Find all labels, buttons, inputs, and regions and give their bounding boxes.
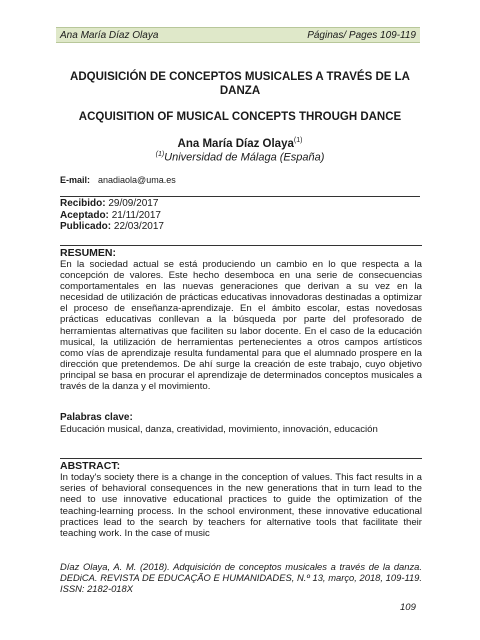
affiliation: Universidad de Málaga (España) (164, 151, 325, 164)
accepted-row (60, 210, 420, 222)
resumen-section (60, 245, 422, 392)
received-row (60, 198, 420, 210)
keywords-section (60, 412, 422, 435)
resumen-heading: RESUMEN: (60, 247, 117, 259)
abstract-section (60, 458, 422, 539)
citation: Díaz Olaya, A. M. (2018). Adquisición de conceptos musicales a través de la danza. DEDiCA. REVISTA DE EDUCAÇÃO E HUMANIDADES, N.º 13, março, 2018, 109-119. ISSN: 2182-018X (60, 561, 422, 594)
author-superscript: (1) (293, 137, 303, 144)
affiliation-superscript: (1) (155, 151, 165, 158)
accepted-label: Aceptado: (60, 209, 109, 221)
published-row (60, 221, 420, 233)
published-date: 22/03/2017 (113, 221, 164, 232)
published-label: Publicado: (60, 221, 112, 232)
author-line (56, 137, 424, 150)
running-header (56, 27, 420, 43)
abstract-text: In today's society there is a change in the conception of values. This fact results in a series of behavioral consequences in the new generations that in turn lead to the need to use innovative educational practices to guide the optimization of the teaching-learning process. In the school environment, these innovative educational practices lead to the search by teachers for alternative tools that facilitate their teaching work. In the case of music (60, 472, 422, 540)
header-pages: Páginas/ Pages 109-119 (307, 29, 416, 41)
title-english: ACQUISITION OF MUSICAL CONCEPTS THROUGH DANCE (78, 111, 402, 123)
received-label: Recibido: (60, 198, 106, 209)
header-author: Ana María Díaz Olaya (60, 29, 159, 41)
resumen-text: En la sociedad actual se está produciendo un cambio en lo que respecta a la concepción de valores. Este hecho desemboca en una serie de consecuencias comportamentales en las nuevas generaciones que derivan a su vez en la necesidad de utilización de prácticas educativas innovadoras destinadas a optimizar el proceso de enseñanza-aprendizaje. En el ámbito escolar, estas novedosas prácticas educativas conllevan a la búsqueda por parte del profesorado de herramientas alternativas que faciliten su labor docente. En el caso de la educación musical, la utilización de herramientas pertenecientes a otros campos artísticos como vías de aprendizaje resulta fundamental para que el alumnado prospere en la dirección que pretendemos. De ahí surge la creación de este trabajo, cuyo objetivo principal se basa en procurar el aprendizaje de determinados conceptos musicales a través de la danza y el movimiento. (60, 259, 422, 393)
author-name: Ana María Díaz Olaya (177, 137, 294, 150)
page-number: 109 (400, 602, 416, 613)
abstract-heading: ABSTRACT: (60, 460, 121, 472)
accepted-date: 21/11/2017 (111, 209, 161, 221)
received-date: 29/09/2017 (108, 198, 159, 209)
affiliation-line (56, 151, 424, 164)
email-label: E-mail: (60, 175, 91, 185)
keywords-heading: Palabras clave: (60, 412, 133, 423)
title-spanish: ADQUISICIÓN DE CONCEPTOS MUSICALES A TRAVÉS DE LA DANZA (70, 71, 410, 97)
email-line (60, 175, 176, 185)
email-value[interactable]: anadiaola@uma.es (98, 175, 176, 185)
keywords-text: Educación musical, danza, creatividad, movimiento, innovación, educación (60, 424, 378, 435)
dates-block (60, 196, 420, 233)
